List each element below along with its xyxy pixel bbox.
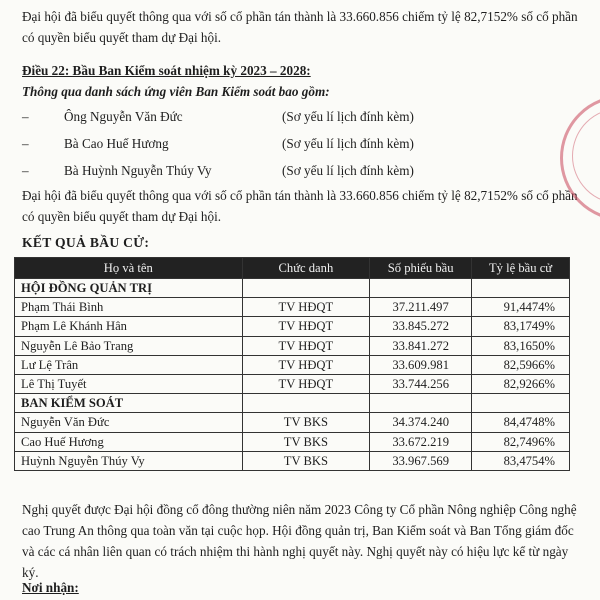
cell-title: TV HĐQT <box>242 374 370 393</box>
cell-votes: 33.609.981 <box>370 355 472 374</box>
cell-name: Phạm Thái Bình <box>15 298 243 317</box>
candidate-note: (Sơ yếu lí lịch đính kèm) <box>282 109 414 124</box>
cell-votes: 33.672.219 <box>370 432 472 451</box>
cell-title: TV HĐQT <box>242 355 370 374</box>
cell-name: Cao Huế Hương <box>15 432 243 451</box>
table-header-row <box>15 258 570 279</box>
cell-name: Nguyễn Lê Bảo Trang <box>15 336 243 355</box>
cell-votes: 33.841.272 <box>370 336 472 355</box>
candidate-list-intro: Thông qua danh sách ứng viên Ban Kiểm soát bao gồm: <box>22 84 330 99</box>
table-row <box>15 432 570 451</box>
candidate-name: Bà Huỳnh Nguyễn Thúy Vy <box>64 163 212 178</box>
cell-title: TV HĐQT <box>242 317 370 336</box>
candidate-note: (Sơ yếu lí lịch đính kèm) <box>282 163 414 178</box>
cell-name: Lê Thị Tuyết <box>15 374 243 393</box>
cell-votes: 34.374.240 <box>370 413 472 432</box>
cell-name: Lư Lệ Trân <box>15 355 243 374</box>
cell-title: TV BKS <box>242 451 370 470</box>
table-row <box>15 317 570 336</box>
election-results-heading: KẾT QUẢ BẦU CỬ: <box>22 235 150 250</box>
table-row <box>15 336 570 355</box>
cell-rate: 82,9266% <box>472 374 570 393</box>
cell-rate: 84,4748% <box>472 413 570 432</box>
section-title: BAN KIỂM SOÁT <box>15 394 243 413</box>
cell-rate: 83,1650% <box>472 336 570 355</box>
cell-votes: 33.967.569 <box>370 451 472 470</box>
top-vote-paragraph: Đại hội đã biểu quyết thông qua với số cổ phần tán thành là 33.660.856 chiếm tỷ lệ 82,7152% số cổ phần có quyền biểu quyết tham dự Đại hội. <box>22 9 578 45</box>
cell-votes: 33.845.272 <box>370 317 472 336</box>
section-row-board <box>15 279 570 298</box>
table-row <box>15 355 570 374</box>
cell-rate: 83,1749% <box>472 317 570 336</box>
table-row <box>15 451 570 470</box>
cell-name: Nguyễn Văn Đức <box>15 413 243 432</box>
column-header-rate: Tỷ lệ bầu cử <box>472 258 570 279</box>
section-row-supervisory <box>15 394 570 413</box>
cell-name: Phạm Lê Khánh Hân <box>15 317 243 336</box>
list-dash: – <box>22 109 29 124</box>
cell-title: TV HĐQT <box>242 298 370 317</box>
list-dash: – <box>22 136 29 151</box>
column-header-name: Họ và tên <box>15 258 243 279</box>
recipients-label: Nơi nhận: <box>22 580 79 595</box>
cell-votes: 33.744.256 <box>370 374 472 393</box>
candidate-note: (Sơ yếu lí lịch đính kèm) <box>282 136 414 151</box>
closing-paragraph: Nghị quyết được Đại hội đồng cổ đông thường niên năm 2023 Công ty Cổ phần Nông nghiệp Công nghệ cao Trung An thông qua toàn văn tại cuộc họp. Hội đồng quản trị, Ban Kiểm soát và Ban Tổng giám đốc và các cá nhân liên quan có trách nhiệm thi hành nghị quyết này. Nghị quyết này có hiệu lực kể từ ngày ký. <box>22 502 577 580</box>
election-results-table <box>14 257 570 471</box>
cell-rate: 82,7496% <box>472 432 570 451</box>
list-dash: – <box>22 163 29 178</box>
section-title: HỘI ĐỒNG QUẢN TRỊ <box>15 279 243 298</box>
candidate-name: Ông Nguyễn Văn Đức <box>64 109 183 124</box>
cell-title: TV HĐQT <box>242 336 370 355</box>
table-row <box>15 413 570 432</box>
cell-title: TV BKS <box>242 432 370 451</box>
cell-title: TV BKS <box>242 413 370 432</box>
article-22-heading: Điều 22: Bầu Ban Kiểm soát nhiệm kỳ 2023 – 2028: <box>22 63 311 78</box>
candidate-name: Bà Cao Huế Hương <box>64 136 169 151</box>
cell-rate: 83,4754% <box>472 451 570 470</box>
cell-rate: 91,4474% <box>472 298 570 317</box>
table-row <box>15 298 570 317</box>
article-vote-paragraph: Đại hội đã biểu quyết thông qua với số cổ phần tán thành là 33.660.856 chiếm tỷ lệ 82,7152% số cổ phần có quyền biểu quyết tham dự Đại hội. <box>22 188 578 224</box>
table-row <box>15 374 570 393</box>
cell-name: Huỳnh Nguyễn Thúy Vy <box>15 451 243 470</box>
column-header-votes: Số phiếu bầu <box>370 258 472 279</box>
cell-votes: 37.211.497 <box>370 298 472 317</box>
column-header-title: Chức danh <box>242 258 370 279</box>
cell-rate: 82,5966% <box>472 355 570 374</box>
